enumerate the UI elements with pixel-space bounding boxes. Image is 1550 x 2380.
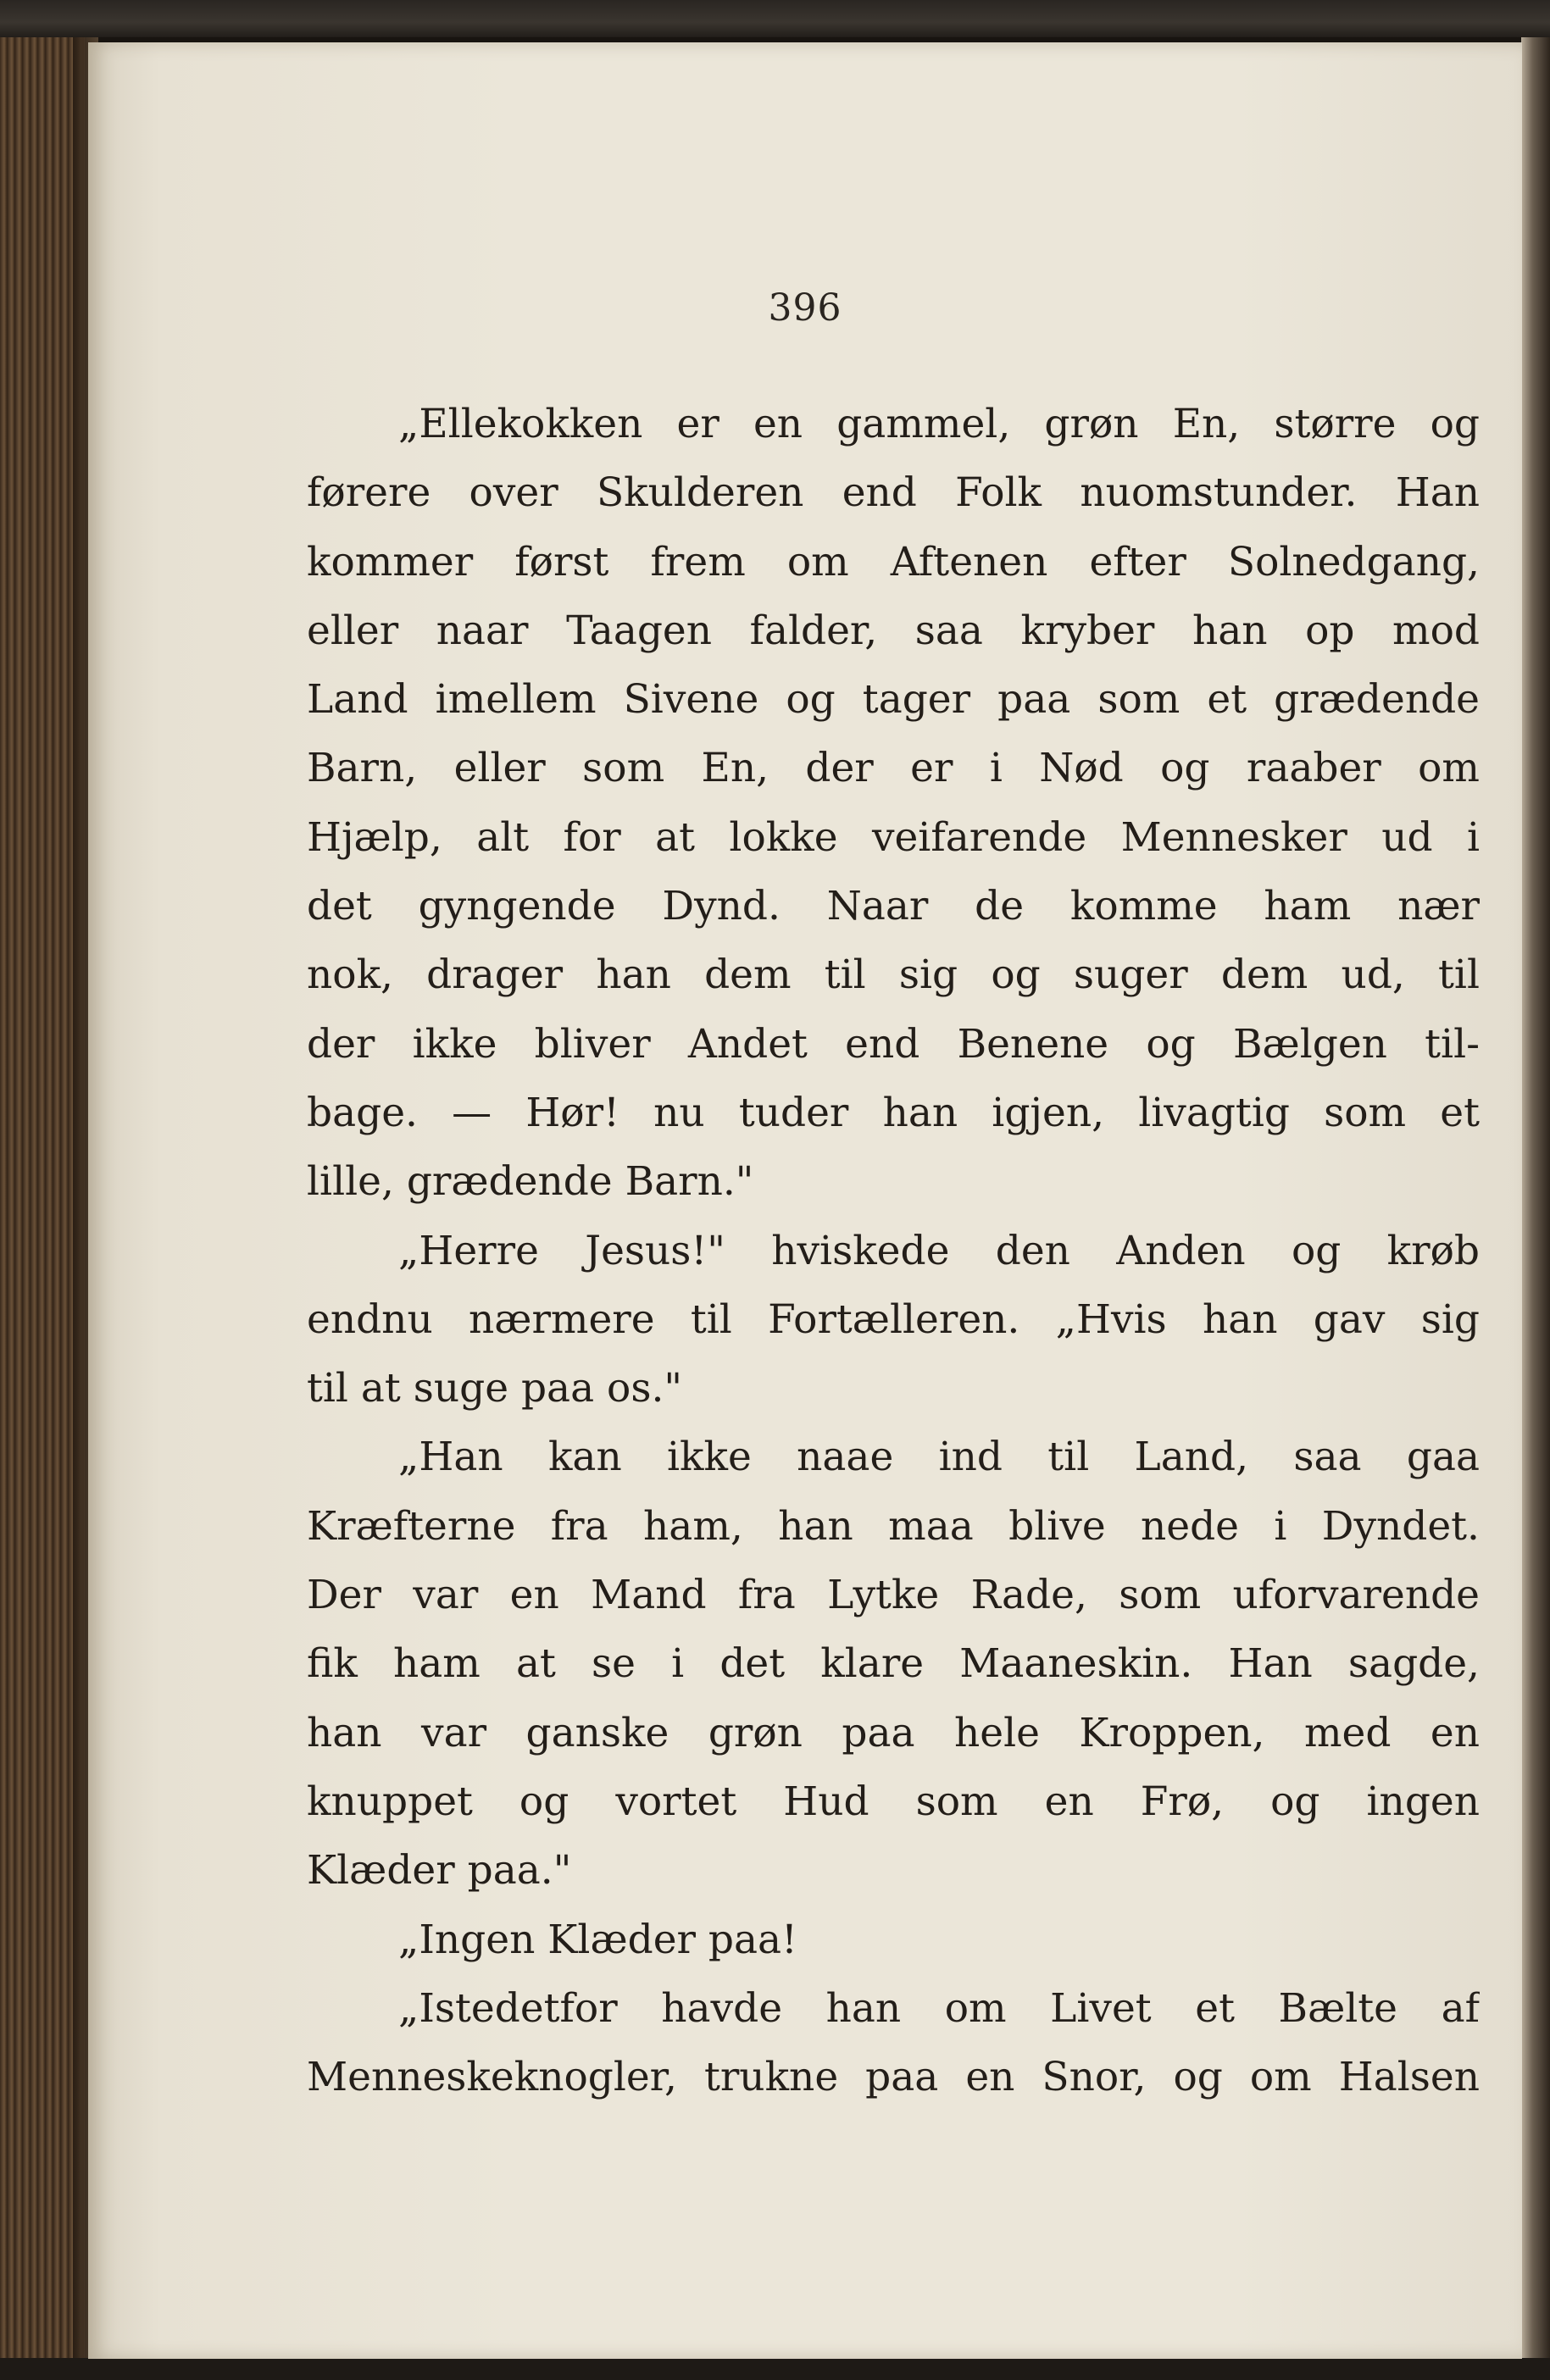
text-line: „Han kan ikke naae ind til Land, saa gaa [398,1434,1480,1481]
text-line: Barn, eller som En, der er i Nød og raaber om [307,745,1480,792]
book-page-edges [0,37,85,2359]
text-line: kommer først frem om Aftenen efter Solnedgang, [307,538,1480,585]
text-line: „Istedetfor havde han om Livet et Bælte af [398,1984,1480,2032]
text-line: „Ingen Klæder paa! [398,1916,797,1963]
book-page [88,42,1522,2359]
text-line: knuppet og vortet Hud som en Frø, og ingen [307,1778,1480,1825]
text-line: nok, drager han dem til sig og suger dem ud, til [307,951,1480,999]
text-line: Hjælp, alt for at lokke veifarende Mennesker ud i [307,813,1480,861]
text-line: fik ham at se i det klare Maaneskin. Han sagde, [307,1640,1480,1688]
text-line: til at suge paa os." [307,1365,683,1412]
text-line: Menneskeknogler, trukne paa en Snor, og om Halsen [307,2054,1480,2101]
text-line: lille, grædende Barn." [307,1158,754,1206]
text-line: Der var en Mand fra Lytke Rade, som uforvarende [307,1572,1480,1619]
text-line: Klæder paa." [307,1847,572,1895]
body-text [307,390,1480,2111]
text-line: bage. — Hør! nu tuder han igjen, livagtig som et [307,1089,1480,1136]
text-line: førere over Skulderen end Folk nuomstunder. Han [307,469,1480,517]
text-line: endnu nærmere til Fortælleren. „Hvis han gav sig [307,1295,1480,1343]
scanner-bottom-edge [0,2358,1550,2380]
text-line: han var ganske grøn paa hele Kroppen, med en [307,1709,1480,1756]
text-line: eller naar Taagen falder, saa kryber han op mod [307,607,1480,654]
scanner-top-edge [0,0,1550,37]
text-line: „Ellekokken er en gammel, grøn En, større og [398,401,1480,447]
text-line: Land imellem Sivene og tager paa som et grædende [307,676,1480,724]
text-line: Kræfterne fra ham, han maa blive nede i Dyndet. [307,1502,1480,1550]
text-line: „Herre Jesus!" hviskede den Anden og krøb [398,1227,1480,1274]
page-number: 396 [768,286,842,330]
text-line: det gyngende Dynd. Naar de komme ham nær [307,883,1480,930]
book-right-edge [1521,37,1550,2359]
text-line: der ikke bliver Andet end Benene og Bælgen til- [307,1020,1480,1068]
